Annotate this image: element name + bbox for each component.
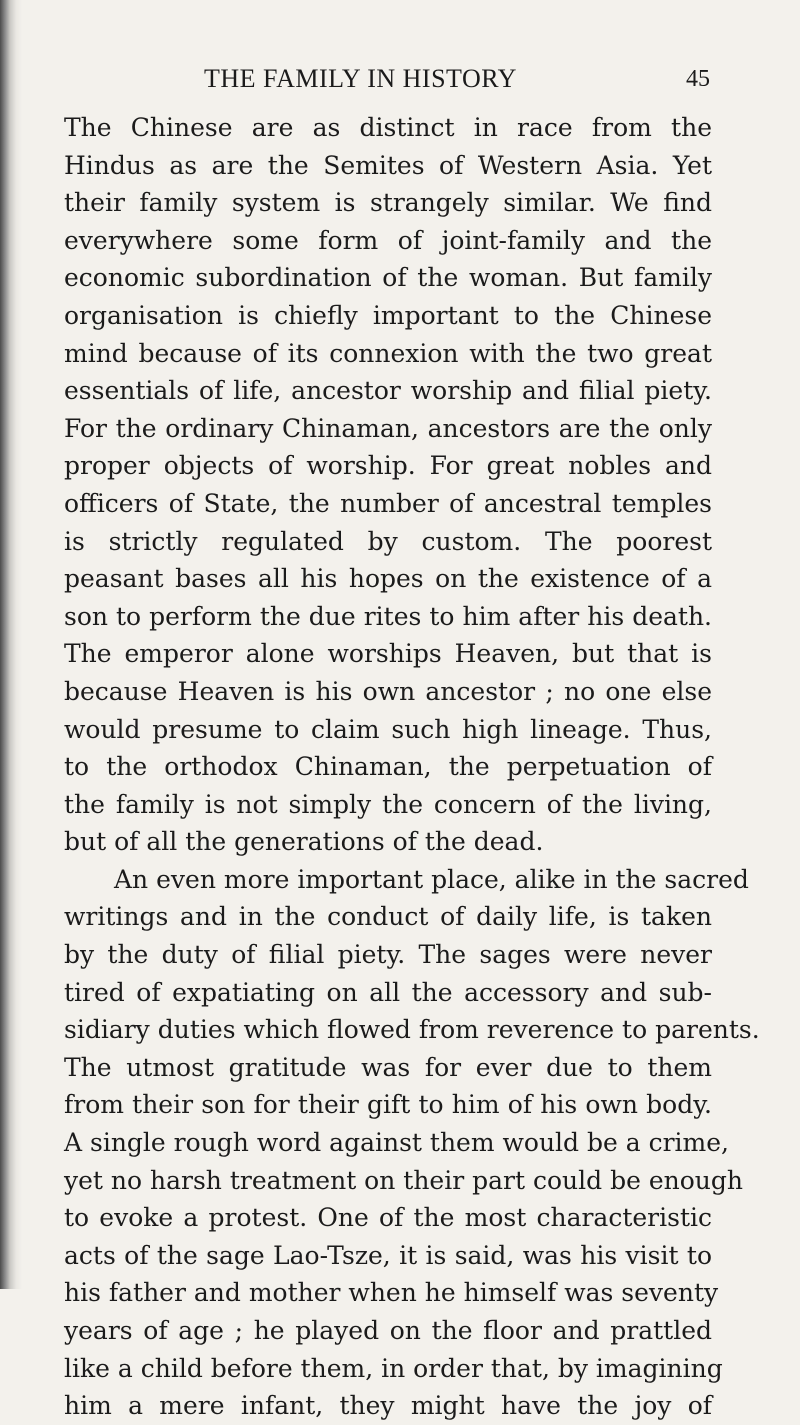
- text-line: his father and mother when he himself was seventy: [64, 1278, 719, 1308]
- text-line-paragraph-end: but of all the generations of the dead.: [64, 827, 544, 857]
- text-line: him a mere infant, they might have the joy of: [64, 1391, 712, 1421]
- running-title: THE FAMILY IN HISTORY: [204, 64, 517, 93]
- text-line: peasant bases all his hopes on the existence of a: [64, 564, 712, 594]
- text-line: A single rough word against them would be a crime,: [64, 1128, 729, 1158]
- text-line: years of age ; he played on the floor and prattled: [64, 1316, 712, 1345]
- text-line: like a child before them, in order that, by imagining: [64, 1353, 723, 1383]
- text-line: Hindus as are the Semites of Western Asia. Yet: [64, 150, 712, 180]
- text-line: officers of State, the number of ancestral temples: [64, 488, 712, 518]
- text-line: everywhere some form of joint-family and the: [64, 225, 712, 255]
- text-line: the family is not simply the concern of the living,: [64, 789, 712, 819]
- text-line: proper objects of worship. For great nobles and: [64, 451, 712, 481]
- page-header: [110, 62, 710, 96]
- text-line: sidiary duties which flowed from reverence to parents.: [64, 1015, 760, 1045]
- text-line: For the ordinary Chinaman, ancestors are the only: [64, 413, 712, 443]
- binding-gutter-shadow: [0, 0, 22, 1289]
- text-line: acts of the sage Lao-Tsze, it is said, was his visit to: [64, 1240, 712, 1270]
- text-line: is strictly regulated by custom. The poorest: [64, 526, 712, 556]
- text-line: yet no harsh treatment on their part could be enough: [64, 1165, 743, 1195]
- page-number: 45: [686, 66, 710, 92]
- text-line: to evoke a protest. One of the most characteristic: [64, 1203, 712, 1233]
- text-line: to the orthodox Chinaman, the perpetuation of: [64, 752, 712, 782]
- text-line: essentials of life, ancestor worship and filial piety.: [64, 376, 712, 406]
- text-line-paragraph-start: An even more important place, alike in the sacred: [114, 864, 749, 894]
- text-line: writings and in the conduct of daily life, is taken: [64, 902, 712, 932]
- text-line: economic subordination of the woman. But family: [64, 263, 712, 293]
- text-line: because Heaven is his own ancestor ; no one else: [64, 676, 712, 706]
- text-line: from their son for their gift to him of his own body.: [64, 1090, 712, 1120]
- text-line: son to perform the due rites to him after his death.: [64, 601, 712, 631]
- body-text: [64, 109, 760, 1425]
- text-line: The emperor alone worships Heaven, but that is: [64, 639, 712, 669]
- text-line: by the duty of filial piety. The sages were never: [64, 940, 712, 970]
- text-line: their family system is strangely similar. We find: [64, 188, 712, 218]
- text-line: The Chinese are as distinct in race from the: [64, 113, 712, 142]
- text-line: organisation is chiefly important to the Chinese: [64, 300, 712, 330]
- text-line: mind because of its connexion with the two great: [64, 338, 712, 368]
- text-line: would presume to claim such high lineage. Thus,: [64, 714, 712, 744]
- text-line: tired of expatiating on all the accessory and sub-: [64, 977, 712, 1007]
- text-line: The utmost gratitude was for ever due to them: [64, 1052, 712, 1082]
